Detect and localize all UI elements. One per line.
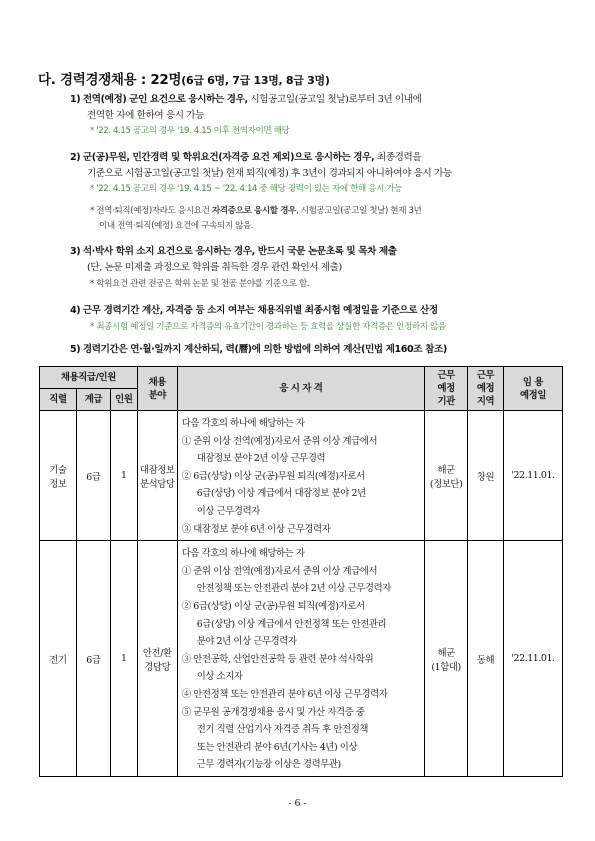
- header-count: 인원: [110, 389, 137, 411]
- qualification-line: 이상 소지자: [196, 671, 243, 683]
- qualification-line: ① 준위 이상 전역(예정)자로서 준위 이상 계급에서: [181, 565, 378, 577]
- cell-work-org: 해군 (1함대): [425, 541, 468, 777]
- item-bold-text: 근무 경력기간 계산, 자격증 등 소지 여부는 채용직위별 최종시험 예정일을 기준으로 산정: [82, 305, 438, 316]
- qualification-line: 다음 각호의 하나에 해당하는 자: [181, 548, 305, 560]
- section-title: [38, 68, 330, 88]
- cell-qualifications: [177, 411, 424, 541]
- qualification-line: ② 6급(상당) 이상 군(공)무원 퇴직(예정)자로서: [181, 470, 365, 482]
- header-work-region: 근무 예정 지역: [468, 367, 504, 411]
- note-text: , 시험공고일(공고일 첫날) 현재 3년: [296, 206, 422, 216]
- qualification-line: 6급(상당) 이상 계급에서 안전정책 또는 안전관리: [196, 618, 387, 630]
- header-position-group: 채용직급/인원: [40, 367, 138, 389]
- cell-appointment-date: '22.11.01.: [503, 411, 562, 541]
- cell-work-org: 해군 (정보단): [425, 411, 468, 541]
- note-4: * 최종시험 예정일 기준으로 자격증의 유효기간이 경과하는 등 효력을 상실한 자격증은 인정하지 않음: [90, 322, 446, 332]
- qualification-line: 전기 직렬 산업기사 자격증 취득 후 안전정책: [196, 724, 369, 736]
- qualification-line: 안전정책 또는 안전관리 분야 2년 이상 근무경력자: [196, 583, 391, 595]
- requirement-item-3: [70, 244, 570, 276]
- requirement-item-4: [70, 303, 570, 319]
- item-bold-text: 경력기간은 연·월·일까지 계산하되, 력(曆)에 의한 방법에 의하여 계산(민법 제160조 참조): [82, 344, 447, 355]
- cell-grade: 6급: [76, 411, 110, 541]
- cell-work-region: 창원: [468, 411, 504, 541]
- note-3: * 학위요건 관련 전공은 학위 논문 및 전공 분야를 기준으로 함.: [90, 279, 310, 289]
- item-number: 3): [70, 246, 81, 257]
- cell-appointment-date: '22.11.01.: [503, 541, 562, 777]
- cell-job-series: 전기: [40, 541, 77, 777]
- cell-field: 대잠정보 분석담당: [137, 411, 177, 541]
- item-text-line2: 전역한 자에 한하여 응시 가능: [87, 110, 205, 121]
- cell-field: 안전/환 경담당: [137, 541, 177, 777]
- note-1: * '22. 4.15 공고의 경우 '19. 4.15 이후 전역자이면 해당: [90, 126, 290, 136]
- note-2a: * '22. 4.15 공고의 경우 '19. 4.15 ~ '22. 4.14 중 해당 경력이 있는 자에 한해 응시 가능: [90, 184, 403, 194]
- section-title-sub: (6급 6명, 7급 13명, 8급 3명): [181, 74, 330, 87]
- item-number: 4): [70, 305, 81, 316]
- cell-work-region: 동해: [468, 541, 504, 777]
- qualification-line: ④ 안전정책 또는 안전관리 분야 6년 이상 근무경력자: [181, 688, 388, 700]
- note-2b: [90, 204, 570, 234]
- qualification-line: 대잠정보 분야 2년 이상 근무경력: [196, 453, 326, 465]
- item-number: 5): [70, 344, 81, 355]
- qualification-line: ③ 안전공학, 산업안전공학 등 관련 분야 석사학위: [181, 653, 374, 665]
- requirement-item-5: [70, 342, 570, 358]
- qualification-line: 다음 각호의 하나에 해당하는 자: [181, 418, 305, 429]
- note-text: * 전역·퇴직(예정)자라도 응시요건: [90, 206, 212, 216]
- item-text: 시험공고일(공고일 첫날)로부터 3년 이내에: [247, 94, 422, 105]
- cell-grade: 6급: [76, 541, 110, 777]
- qualification-line: 이상 근무경력자: [196, 505, 260, 517]
- note-text-line2: 이내 전역·퇴직(예정) 요건에 구속되지 않음.: [99, 221, 254, 231]
- qualification-line: 6급(상당) 이상 계급에서 대잠정보 분야 2년: [196, 488, 366, 500]
- header-grade: 계급: [76, 389, 110, 411]
- recruitment-table: [39, 366, 563, 777]
- item-text-line2: 기준으로 시험공고일(공고일 첫날) 현재 퇴직(예정) 후 3년이 경과되지 아니하여야 응시 가능: [87, 168, 452, 179]
- section-title-main: 다. 경력경쟁채용 : 22명: [38, 72, 182, 88]
- qualification-line: ⑤ 군무원 공개경쟁채용 응시 및 가산 자격증 중: [181, 706, 365, 718]
- page-number: - 6 -: [288, 798, 307, 809]
- qualification-line: ③ 대잠정보 분야 6년 이상 근무경력자: [181, 523, 331, 535]
- header-appointment-date: 임 용 예정일: [503, 367, 562, 411]
- item-text: 최종경력을: [374, 152, 422, 163]
- header-field: 채용 분야: [137, 367, 177, 411]
- cell-job-series: 기술 정보: [40, 411, 77, 541]
- requirement-item-2: [70, 150, 570, 182]
- cell-count: 1: [110, 541, 137, 777]
- header-job-series: 직렬: [40, 389, 77, 411]
- item-number: 1): [70, 94, 81, 105]
- note-bold-text: 자격증으로 응시할 경우: [211, 206, 297, 216]
- item-bold-text: 석·박사 학위 소지 요건으로 응시하는 경우, 반드시 국문 논문초록 및 목차 제출: [82, 246, 397, 257]
- qualification-line: 또는 안전관리 분야 6년(기사는 4년) 이상: [196, 741, 358, 753]
- qualification-line: 분야 2년 이상 근무경력자: [196, 636, 297, 648]
- item-text-line2: (단, 논문 미제출 과정으로 학위를 취득한 경우 관련 확인서 제출): [87, 262, 342, 273]
- cell-qualifications: [177, 541, 424, 777]
- item-number: 2): [70, 152, 81, 163]
- header-work-org: 근무 예정 기관: [425, 367, 468, 411]
- qualification-line: 근무 경력자(기능장 이상은 경력무관): [196, 759, 341, 771]
- qualification-line: ② 6급(상당) 이상 군(공)무원 퇴직(예정)자로서: [181, 600, 365, 612]
- table-row: [40, 541, 563, 777]
- item-bold-text: 전역(예정) 군인 요건으로 응시하는 경우,: [82, 94, 248, 105]
- qualification-line: ① 준위 이상 전역(예정)자로서 준위 이상 계급에서: [181, 435, 378, 447]
- cell-count: 1: [110, 411, 137, 541]
- table-row: [40, 411, 563, 541]
- requirement-item-1: [70, 92, 570, 124]
- header-qualifications: 응 시 자 격: [177, 367, 424, 411]
- item-bold-text: 군(공)무원, 민간경력 및 학위요건(자격증 요건 제외)으로 응시하는 경우,: [82, 152, 375, 163]
